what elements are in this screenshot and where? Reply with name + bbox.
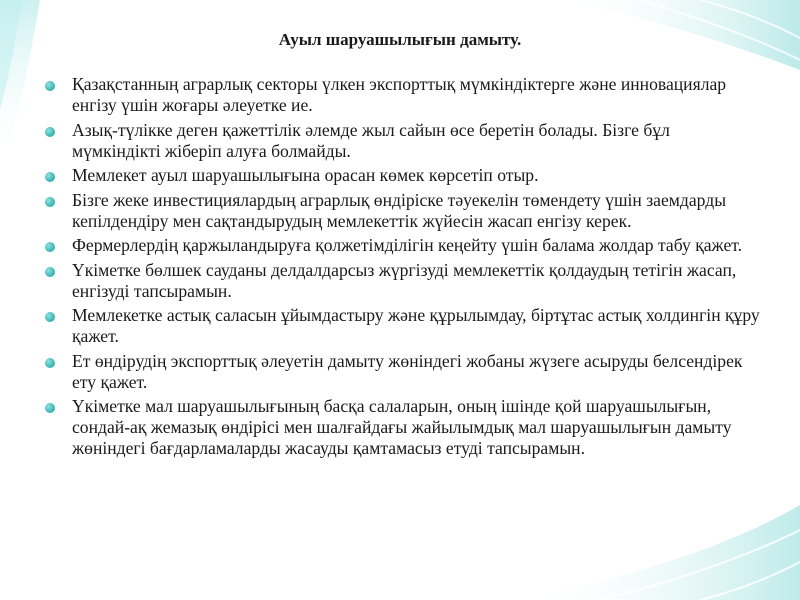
teal-dot-icon [45,81,55,91]
bullet-item [44,74,760,116]
bullet-text: Бізге жеке инвестициялардың аграрлық өндіріске тәуекелін төмендету үшін заемдарды кепілдендіру мен сақтандырудың мемлекеттік жүйесін жасап енгізу керек. [72,189,727,231]
slide-title: Ауыл шаруашылығын дамыту. [278,30,522,49]
teal-dot-icon [45,197,55,207]
bullet-text: Ет өндірудің экспорттық әлеуетін дамыту жөніндегі жобаны жүзеге асыруды белсендірек ету қажет. [72,350,743,392]
teal-dot-icon [45,312,55,322]
bullet-text: Қазақстанның аграрлық секторы үлкен экспорттық мүмкіндіктерге және инновациялар енгізу үшін жоғары әлеуетке ие. [72,74,727,115]
teal-dot-icon [45,127,55,137]
bullet-item [44,120,760,162]
bullet-item [44,235,760,256]
bullet-text: Үкіметке мал шаруашылығының басқа салаларын, оның ішінде қой шаруашылығын, сондай-ақ жемазық өндірісі мен шалғайдағы жайылымдық мал шаруашылығын дамыту жөніндегі бағдарламаларды жасауды қамтамасыз етуді тапсырамын. [72,396,732,458]
bullet-item [44,165,760,186]
teal-dot-icon [45,242,55,252]
teal-dot-icon [45,267,55,277]
bullet-text: Үкіметке бөлшек сауданы делдалдарсыз жүргізуді мемлекеттік қолдаудың тетігін жасап, енгізуді тапсырамын. [72,259,737,301]
bullet-item [44,190,760,232]
bullet-item [44,396,760,459]
bullet-item [44,260,760,302]
bullet-text: Мемлекет ауыл шаруашылығына орасан көмек көрсетіп отыр. [72,165,539,185]
teal-dot-icon [45,403,55,413]
bullet-list [44,74,760,463]
bullet-text: Мемлекетке астық саласын ұйымдастыру және құрылымдау, біртұтас астық холдингін құру қажет. [72,305,760,346]
teal-dot-icon [45,358,55,368]
bullet-item [44,305,760,347]
bullet-text: Фермерлердің қаржыландыруға қолжетімділігін кеңейту үшін балама жолдар табу қажет. [72,235,743,255]
teal-dot-icon [45,172,55,182]
bullet-item [44,351,760,393]
bullet-text: Азық-түлікке деген қажеттілік әлемде жыл сайын өсе беретін болады. Бізге бұл мүмкіндікті жіберіп алуға болмайды. [72,119,670,161]
